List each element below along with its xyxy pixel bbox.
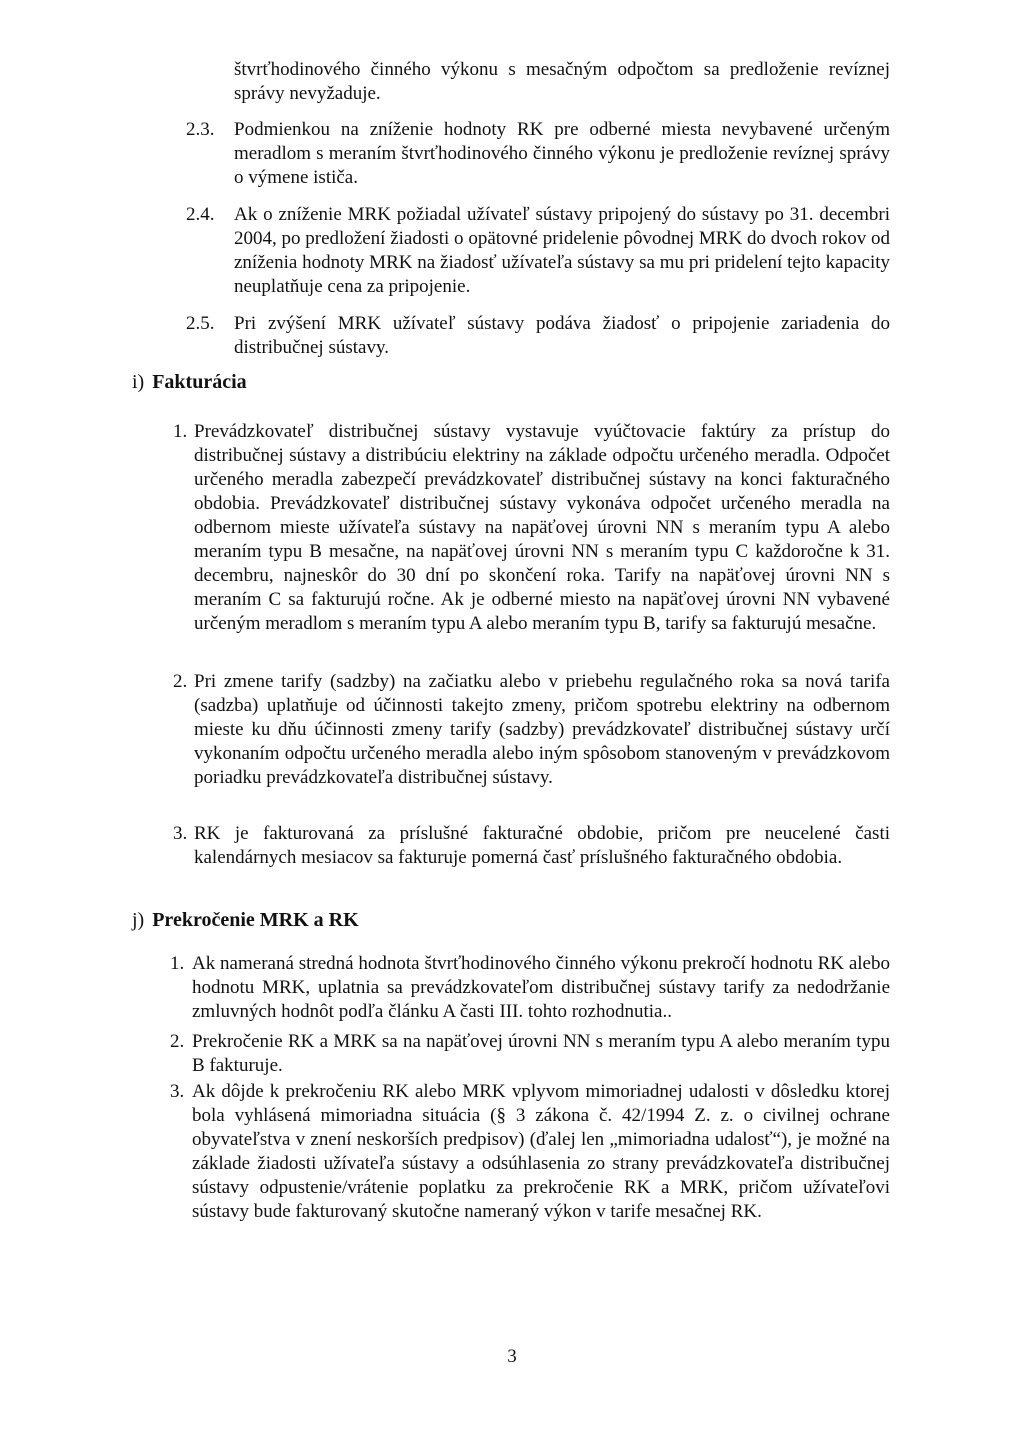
item-number: 2. [173, 671, 188, 692]
intro-continuation: štvrťhodinového činného výkonu s mesačným odpočtom sa predloženie revíznej správy nevyžaduje. [234, 59, 890, 104]
section-label: j) [132, 909, 145, 931]
item-text: Pri zmene tarify (sadzby) na začiatku alebo v priebehu regulačného roka sa nová tarifa (sadzba) uplatňuje od účinnosti takejto zmeny, pričom spotrebu elektriny na odbernom mieste ku dňu účinnosti zmeny tarify (sadzby) prevádzkovateľ distribučnej sústavy určí vykonaním odpočtu určeného meradla alebo iným spôsobom stanoveným v prevádzkovom poriadku prevádzkovateľa distribučnej sústavy. [194, 671, 890, 788]
item-text: Prekročenie RK a MRK sa na napäťovej úrovni NN s meraním typu A alebo meraním typu B fakturuje. [192, 1031, 890, 1076]
item-number: 3. [170, 1081, 185, 1102]
section-heading-fakturacia [132, 370, 247, 394]
item-text: Pri zvýšení MRK užívateľ sústavy podáva žiadosť o pripojenie zariadenia do distribučnej sústavy. [234, 313, 890, 358]
section-title: Fakturácia [152, 371, 247, 393]
item-number: 1. [173, 421, 188, 442]
page-number: 3 [507, 1346, 517, 1367]
section-title: Prekročenie MRK a RK [152, 909, 359, 931]
item-number: 3. [173, 823, 188, 844]
item-number: 1. [170, 953, 185, 974]
item-text: Ak o zníženie MRK požiadal užívateľ sústavy pripojený do sústavy po 31. decembri 2004, po predložení žiadosti o opätovné pridelenie pôvodnej MRK do dvoch rokov od zníženia hodnoty MRK na žiadosť užívateľa sústavy sa mu pri pridelení tejto kapacity neuplatňuje cena za pripojenie. [234, 204, 890, 297]
item-number: 2.3. [186, 119, 215, 140]
item-text: RK je fakturovaná za príslušné fakturačné obdobie, pričom pre neucelené časti kalendárnych mesiacov sa fakturuje pomerná časť príslušného fakturačného obdobia. [194, 823, 890, 868]
item-text: Podmienkou na zníženie hodnoty RK pre odberné miesta nevybavené určeným meradlom s meraním štvrťhodinového činného výkonu je predloženie revíznej správy o výmene ističa. [234, 119, 890, 188]
item-number: 2. [170, 1031, 185, 1052]
section-label: i) [132, 371, 145, 393]
section-heading-prekrocenie [132, 908, 359, 932]
item-number: 2.5. [186, 313, 215, 334]
item-text: Prevádzkovateľ distribučnej sústavy vystavuje vyúčtovacie faktúry za prístup do distribučnej sústavy a distribúciu elektriny na základe odpočtu určeného meradla. Odpočet určeného meradla zabezpečí prevádzkovateľ distribučnej sústavy na konci fakturačného obdobia. Prevádzkovateľ distribučnej sústavy vykonáva odpočet určeného meradla na odbernom mieste užívateľa sústavy na napäťovej úrovni NN s meraním typu A alebo meraním typu B mesačne, na napäťovej úrovni NN s meraním typu C každoročne k 31. decembru, najneskôr do 30 dní po skončení roka. Tarify na napäťovej úrovni NN s meraním C sa fakturujú ročne. Ak je odberné miesto na napäťovej úrovni NN vybavené určeným meradlom s meraním typu A alebo meraním typu B, tarify sa fakturujú mesačne. [194, 421, 890, 634]
item-text: Ak nameraná stredná hodnota štvrťhodinového činného výkonu prekročí hodnotu RK alebo hodnotu MRK, uplatnia sa prevádzkovateľom distribučnej sústavy tarify za nedodržanie zmluvných hodnôt podľa článku A časti III. tohto rozhodnutia.. [192, 953, 890, 1022]
item-number: 2.4. [186, 204, 215, 225]
item-text: Ak dôjde k prekročeniu RK alebo MRK vplyvom mimoriadnej udalosti v dôsledku ktorej bola vyhlásená mimoriadna situácia (§ 3 zákona č. 42/1994 Z. z. o civilnej ochrane obyvateľstva v znení neskorších predpisov) (ďalej len „mimoriadna udalosť“), je možné na základe žiadosti užívateľa sústavy a odsúhlasenia zo strany prevádzkovateľa distribučnej sústavy odpustenie/vrátenie poplatku za prekročenie RK a MRK, pričom užívateľovi sústavy bude fakturovaný skutočne nameraný výkon v tarife mesačnej RK. [192, 1081, 890, 1222]
